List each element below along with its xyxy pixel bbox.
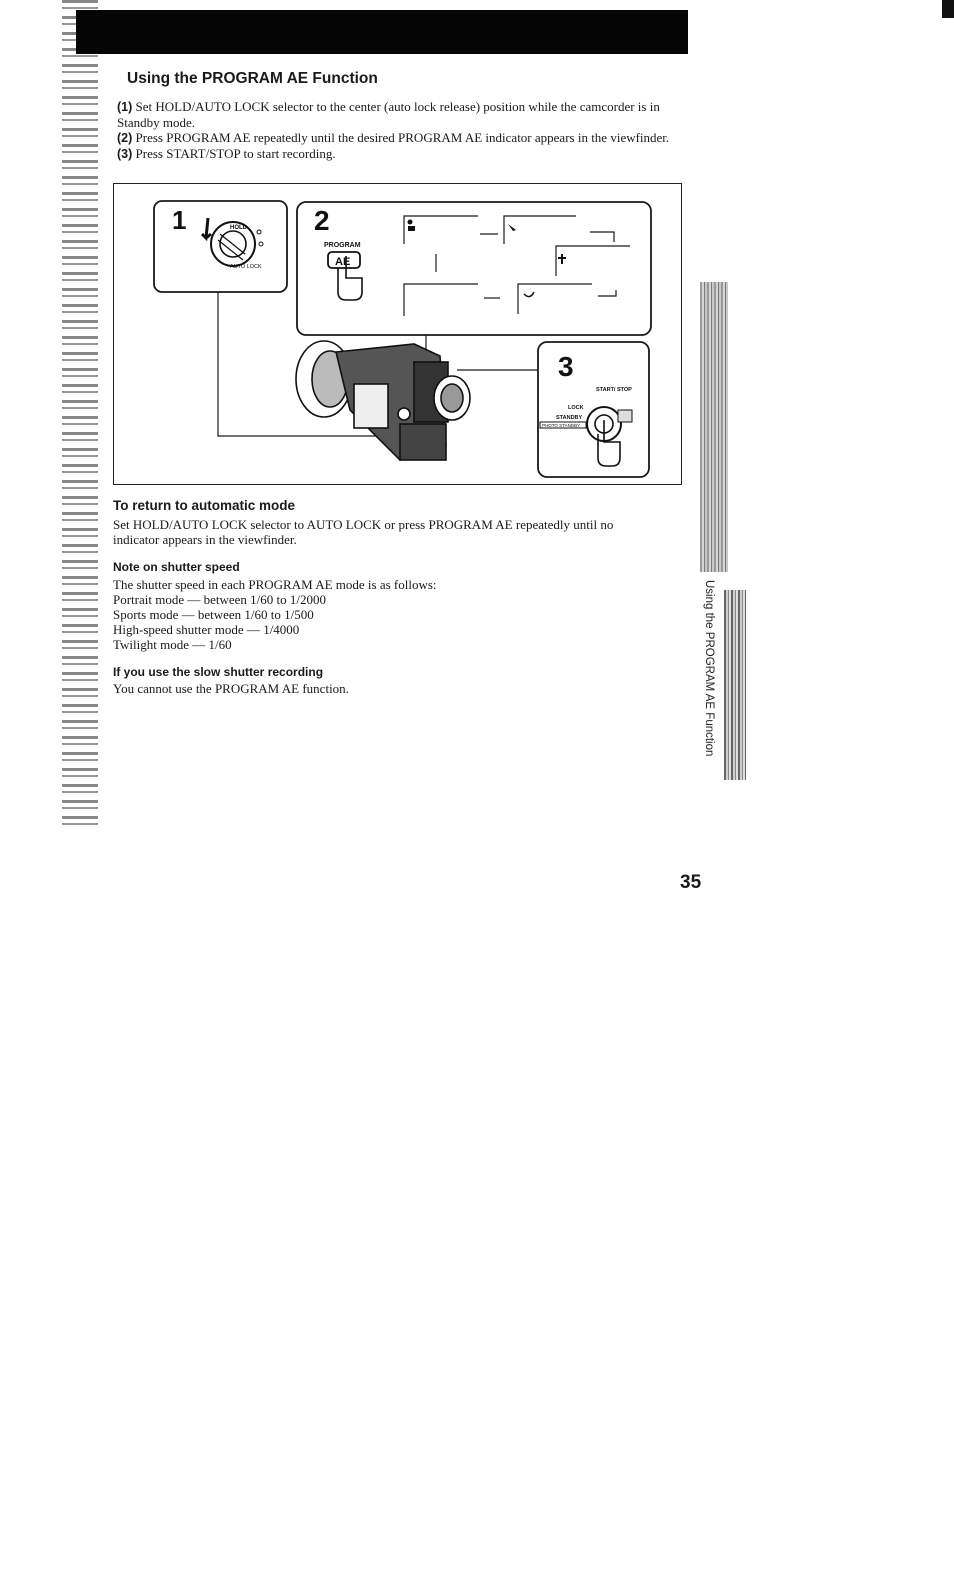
return-heading: To return to automatic mode: [113, 498, 296, 513]
procedure-illustration: [114, 184, 683, 486]
indicator-cycle: [404, 216, 630, 316]
program-label: PROGRAM: [324, 242, 361, 249]
camcorder-illustration: [296, 341, 470, 460]
slow-shutter-text: You cannot use the PROGRAM AE function.: [113, 681, 349, 696]
scan-binding-edge: [62, 0, 98, 830]
note-line: High-speed shutter mode — 1/4000: [113, 622, 300, 637]
high-speed-icon: [558, 254, 566, 264]
steps-list: [117, 99, 677, 162]
step-2-text: Press PROGRAM AE repeatedly until the desired PROGRAM AE indicator appears in the viewfinder.: [135, 130, 670, 145]
portrait-icon-body: [408, 226, 415, 231]
lock-label: LOCK: [568, 405, 584, 411]
step-3-text: Press START/STOP to start recording.: [135, 146, 336, 161]
auto-lock-label: AUTO LOCK: [230, 264, 262, 270]
side-thumb-tab-lower: [724, 590, 746, 780]
side-thumb-tab: [700, 282, 728, 572]
header-bar: [76, 10, 688, 54]
photo-standby-label: PHOTO STANDBY: [542, 423, 581, 428]
step-3: [117, 146, 677, 162]
step2-number: 2: [314, 205, 330, 236]
return-text: Set HOLD/AUTO LOCK selector to AUTO LOCK or press PROGRAM AE repeatedly until no indicator appears in the viewfinder.: [113, 517, 614, 547]
note-line: Portrait mode — between 1/60 to 1/2000: [113, 592, 327, 607]
procedure-figure: [113, 183, 682, 485]
start-stop-label: START/ STOP: [596, 387, 632, 393]
note-line: Twilight mode — 1/60: [113, 637, 232, 652]
mode-icons: [408, 220, 567, 297]
start-stop-button: [540, 407, 632, 466]
slow-shutter-heading: If you use the slow shutter recording: [113, 665, 324, 679]
step1-number: 1: [172, 205, 187, 235]
step-1-number: (1): [117, 100, 133, 114]
step3-number: 3: [558, 351, 574, 382]
side-tab-label: Using the PROGRAM AE Function: [703, 580, 715, 757]
note-heading: Note on shutter speed: [113, 560, 240, 574]
hold-label: HOLD: [230, 225, 247, 231]
ae-button-label: AE: [335, 256, 351, 268]
note-lines: [113, 577, 437, 652]
step-2: [117, 130, 677, 146]
twilight-icon: [524, 292, 534, 297]
page-number: 35: [680, 872, 702, 893]
standby-label: STANDBY: [556, 415, 583, 421]
step-1: [117, 99, 677, 130]
step-2-number: (2): [117, 131, 133, 145]
note-line: Sports mode — between 1/60 to 1/500: [113, 607, 314, 622]
page-title: Using the PROGRAM AE Function: [127, 70, 378, 87]
step-1-text: Set HOLD/AUTO LOCK selector to the center (auto lock release) position while the camcorder is in Standby mode.: [117, 99, 660, 130]
sports-icon: [508, 224, 516, 231]
portrait-icon: [408, 220, 413, 225]
step-3-number: (3): [117, 147, 133, 161]
note-line: The shutter speed in each PROGRAM AE mode is as follows:: [113, 577, 437, 592]
scan-edge-mark: [942, 0, 954, 18]
